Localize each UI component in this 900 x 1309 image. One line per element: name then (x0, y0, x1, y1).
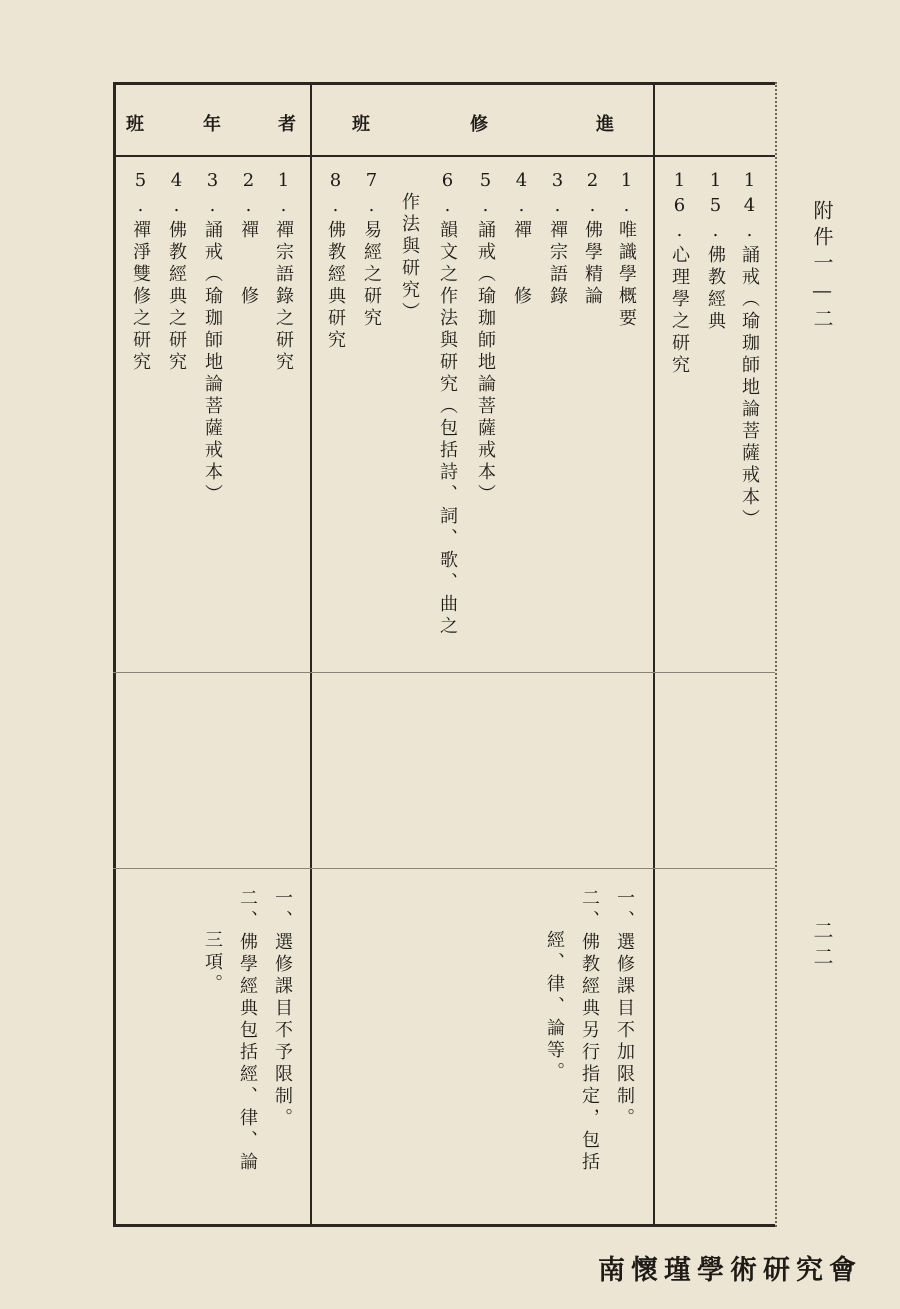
course-item: 14.誦戒（瑜珈師地論菩薩戒本） (739, 170, 760, 531)
table-top-border (113, 82, 775, 85)
note-item-continuation: 經、律、論等。 (544, 930, 565, 1084)
senior-header-char-3: 者 (278, 114, 296, 135)
note-item: 二、佛學經典包括經、律、論 (237, 888, 258, 1174)
table-header-rule (113, 155, 775, 157)
table-row-rule-2 (113, 868, 775, 869)
course-item: 2.禪 修 (238, 170, 259, 308)
course-item: 4.禪 修 (511, 170, 532, 308)
course-item: 2.佛學精論 (582, 170, 603, 308)
course-item-continuation: 作法與研究） (399, 192, 420, 324)
advanced-header-char-2: 修 (470, 114, 488, 135)
course-item: 16.心理學之研究 (669, 170, 690, 377)
side-label: 附件一—二 (810, 200, 834, 334)
course-item: 5.誦戒（瑜珈師地論菩薩戒本） (475, 170, 496, 506)
note-item: 一、選修課目不加限制。 (614, 888, 635, 1130)
note-item: 一、選修課目不予限制。 (272, 888, 293, 1130)
footer-publisher: 南懷瑾學術研究會 (598, 1255, 862, 1286)
table-divider-2 (653, 82, 655, 1227)
senior-header-char-2: 年 (203, 114, 221, 135)
advanced-header-char-1: 班 (352, 114, 370, 135)
course-item: 1.禪宗語錄之研究 (273, 170, 294, 374)
course-item: 8.佛教經典研究 (325, 170, 346, 352)
right-edge-dotted (775, 82, 777, 1227)
course-item: 1.唯識學概要 (616, 170, 637, 330)
course-item: 7.易經之研究 (361, 170, 382, 330)
senior-header-char-1: 班 (126, 114, 144, 135)
course-item: 5.禪淨雙修之研究 (130, 170, 151, 374)
course-item: 3.禪宗語錄 (547, 170, 568, 308)
advanced-header-char-3: 進 (596, 114, 614, 135)
note-item: 二、佛教經典另行指定，包括 (579, 888, 600, 1174)
table-divider-1 (310, 82, 312, 1227)
page-number: 二二 (810, 920, 834, 972)
course-item: 3.誦戒（瑜珈師地論菩薩戒本） (202, 170, 223, 506)
table-row-rule-1 (113, 672, 775, 673)
table-left-border (113, 82, 116, 1227)
course-item: 6.韻文之作法與研究（包括詩、詞、歌、曲之 (437, 170, 458, 638)
course-item: 15.佛教經典 (705, 170, 726, 333)
table-bottom-border (113, 1224, 775, 1227)
course-item: 4.佛教經典之研究 (166, 170, 187, 374)
note-item-continuation: 三項。 (202, 930, 223, 996)
